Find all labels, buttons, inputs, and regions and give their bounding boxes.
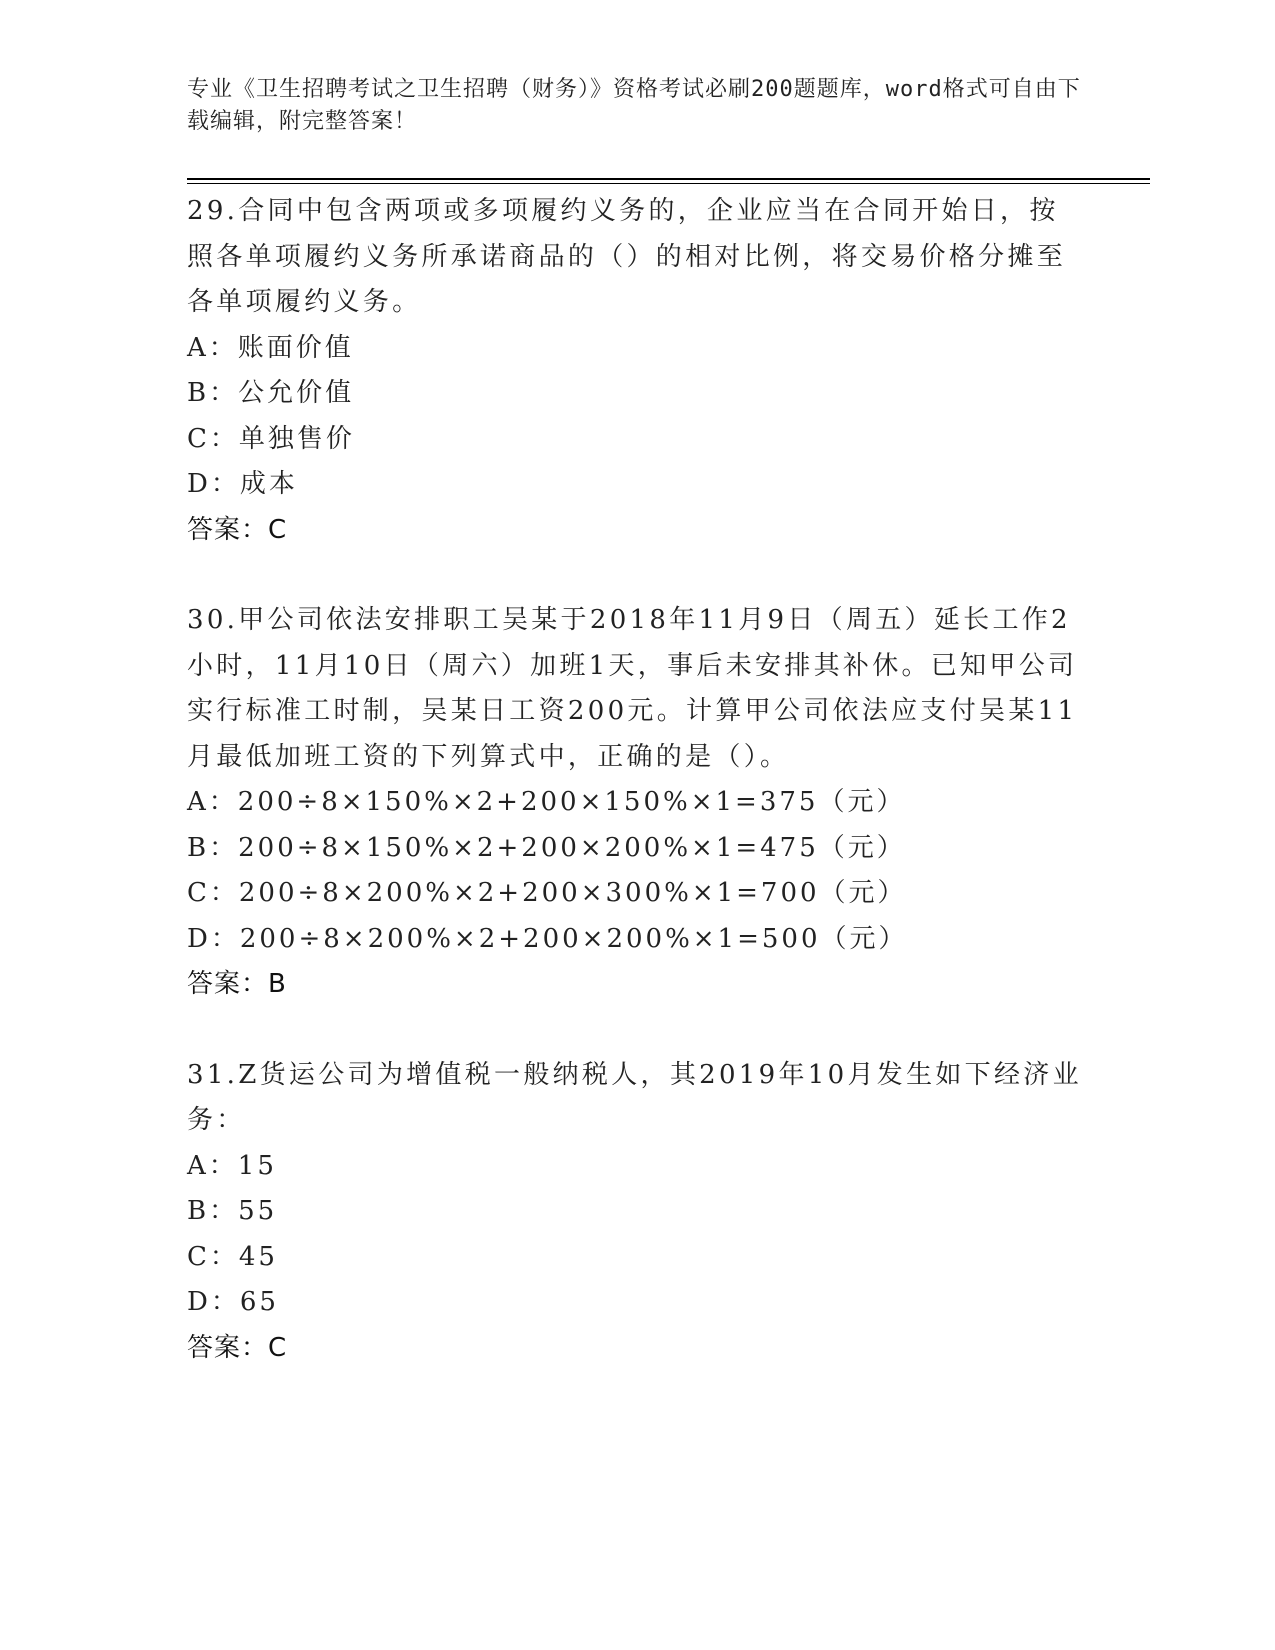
question-stem: 30.甲公司依法安排职工吴某于2018年11月9日（周五）延长工作2小时，11月10日（周六）加班1天，事后未安排其补休。已知甲公司实行标准工时制，吴某日工资200元。计算甲公司依法应支付吴某11月最低加班工资的下列算式中，正确的是（）。: [187, 605, 1078, 772]
option-b: B：公允价值: [187, 378, 355, 408]
option-c: C：200÷8×200%×2+200×300%×1=700（元）: [187, 878, 907, 908]
spacer: [187, 553, 1087, 598]
answer-line: 答案：B: [187, 969, 287, 999]
option-a: A：15: [187, 1150, 277, 1181]
question-stem: 29.合同中包含两项或多项履约义务的，企业应当在合同开始日，按照各单项履约义务所承诺商品的（）的相对比例，将交易价格分摊至各单项履约义务。: [187, 196, 1067, 317]
option-d: D：65: [187, 1287, 279, 1317]
option-a: A：账面价值: [187, 332, 354, 363]
header-divider-thin: [187, 183, 1150, 184]
option-d: D：200÷8×200%×2+200×200%×1=500（元）: [187, 923, 908, 954]
spacer: [187, 1008, 1087, 1053]
question-30: [187, 598, 1087, 1008]
option-a: A：200÷8×150%×2+200×150%×1=375（元）: [187, 787, 906, 817]
document-header: 专业《卫生招聘考试之卫生招聘（财务）》资格考试必刷200题题库，word格式可自由下载编辑，附完整答案！: [187, 77, 1081, 134]
question-31: [187, 1053, 1087, 1372]
option-c: C：45: [187, 1241, 278, 1272]
answer-line: 答案：C: [187, 514, 288, 545]
option-d: D：成本: [187, 469, 298, 499]
header-divider-thick: [187, 178, 1150, 180]
option-b: B：200÷8×150%×2+200×200%×1=475（元）: [187, 832, 906, 863]
question-list: [187, 189, 1087, 1371]
question-29: [187, 189, 1087, 553]
option-c: C：单独售价: [187, 423, 355, 454]
question-stem: 31.Z货运公司为增值税一般纳税人，其2019年10月发生如下经济业务：: [187, 1059, 1082, 1135]
option-b: B：55: [187, 1196, 278, 1226]
answer-line: 答案：C: [187, 1332, 288, 1363]
